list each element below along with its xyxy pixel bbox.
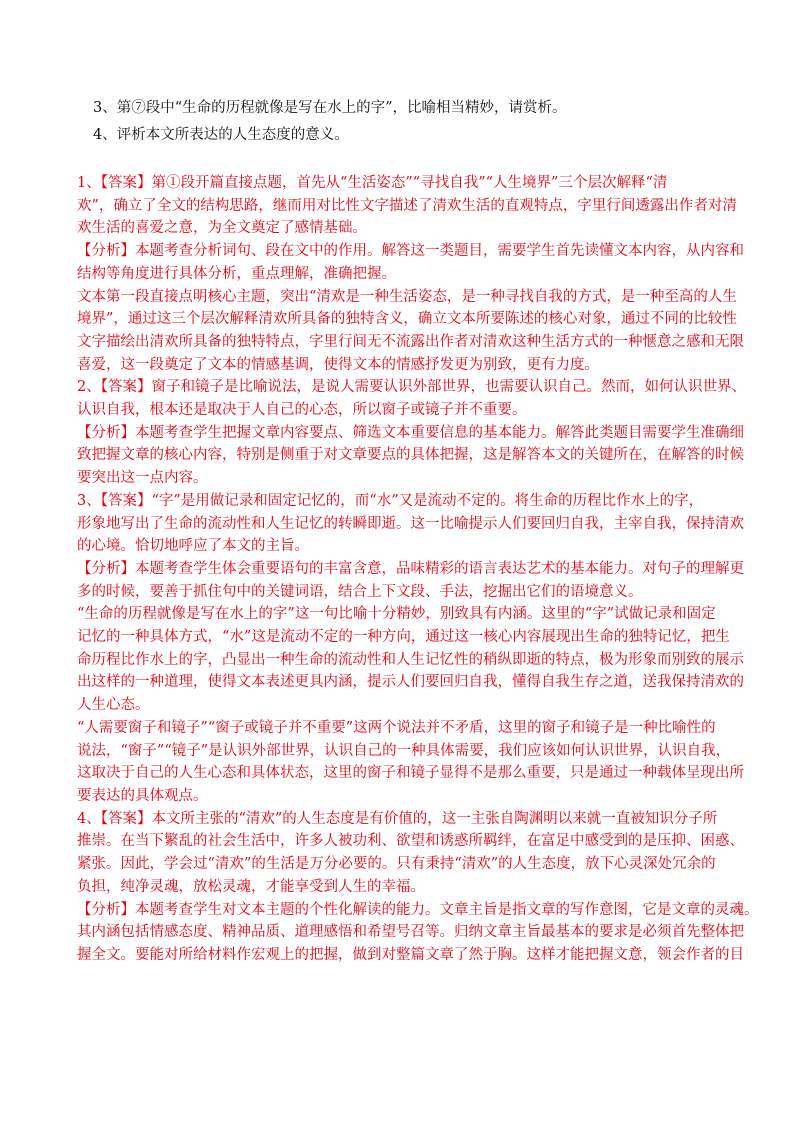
answer-line: 欢”，确立了全文的结构思路，继而用对比性文字描述了清欢生活的直观特点，字里行间透露出作者对清 xyxy=(77,197,737,214)
question-3: 3、第⑦段中“生命的历程就像是写在水上的字”，比喻相当精妙，请赏析。 xyxy=(93,100,567,116)
answer-line: 4、【答案】本文所主张的“清欢”的人生态度是有价值的，这一主张自陶渊明以来就一直被知识分子所 xyxy=(77,810,718,827)
answer-line: 负担，纯净灵魂，放松灵魂，才能享受到人生的幸福。 xyxy=(77,878,425,895)
answer-line: 文本第一段直接点明核心主题，突出“清欢是一种生活姿态，是一种寻找自我的方式，是一种至高的人生 xyxy=(77,288,737,305)
answer-line: 人生心态。 xyxy=(77,697,150,714)
answer-line: 喜爱，这一段奠定了文本的情感基调，使得文本的情感抒发更为别致，更有力度。 xyxy=(77,356,599,373)
answer-line: 握全文。要能对所给材料作宏观上的把握，做到对整篇文章了然于胸。这样才能把握文意，领会作者的目 xyxy=(77,946,744,963)
answer-line: 形象地写出了生命的流动性和人生记忆的转瞬即逝。这一比喻提示人们要回归自我，主宰自我，保持清欢 xyxy=(77,515,744,532)
answer-line: 出这样的一种道理，使得文本表述更具内涵，提示人们要回归自我，懂得自我生存之道，送我保持清欢的 xyxy=(77,674,744,691)
answer-section xyxy=(77,172,759,967)
answer-line: 说法，“窗子”“镜子”是认识外部世界，认识自己的一种具体需要，我们应该如何认识世界，认识自我， xyxy=(77,742,731,759)
answer-line: 要突出这一点内容。 xyxy=(77,470,208,487)
answer-line: 推崇。在当下繁乱的社会生活中，许多人被功利、欲望和诱惑所羁绊，在富足中感受到的是压抑、困惑、 xyxy=(77,833,744,850)
answer-line: 多的时候，要善于抓住句中的关键词语，结合上下文段、手法，挖掘出它们的语境意义。 xyxy=(77,583,643,600)
answer-line: 【分析】本题考查学生对文本主题的个性化解读的能力。文章主旨是指文章的写作意图，它是文章的灵魂。 xyxy=(77,901,759,918)
answer-line: “人需要窗子和镜子”“窗子或镜子并不重要”这两个说法并不矛盾，这里的窗子和镜子是一种比喻性的 xyxy=(77,719,716,736)
answer-line: 1、【答案】第①段开篇直接点题，首先从“生活姿态”“寻找自我”“人生境界”三个层次解释“清 xyxy=(77,175,668,191)
answer-line: 欢生活的喜爱之意，为全文奠定了感情基础。 xyxy=(77,220,367,237)
answer-line: 紧张。因此，学会过“清欢”的生活是万分必要的。只有秉持“清欢”的人生态度，放下心灵深处冗余的 xyxy=(77,856,716,873)
answer-line: 认识自我，根本还是取决于人自己的心态，所以窗子或镜子并不重要。 xyxy=(77,402,527,419)
answer-line: 【分析】本题考查学生体会重要语句的丰富含意，品味精彩的语言表达艺术的基本能力。对句子的理解更 xyxy=(77,560,744,577)
answer-line: 要表达的具体观点。 xyxy=(77,787,208,804)
answer-line: 【分析】本题考查学生把握文章内容要点、筛选文本重要信息的基本能力。解答此类题目需要学生准确细 xyxy=(77,424,744,441)
answer-line: 文字描绘出清欢所具备的独特特点，字里行间无不流露出作者对清欢这种生活方式的一种惬意之感和无限 xyxy=(77,333,744,350)
answer-line: 境界”，通过这三个层次解释清欢所具备的独特含义，确立文本所要陈述的核心对象，通过不同的比较性 xyxy=(77,311,737,328)
answer-line: 【分析】本题考查分析词句、段在文中的作用。解答这一类题目，需要学生首先读懂文本内容，从内容和 xyxy=(77,243,744,260)
answer-line: 2、【答案】窗子和镜子是比喻说法，是说人需要认识外部世界，也需要认识自己。然而，如何认识世界、 xyxy=(77,379,746,396)
answer-line: 其内涵包括情感态度、精神品质、道理感悟和希望号召等。归纳文章主旨最基本的要求是必须首先整体把 xyxy=(77,924,744,941)
answer-line: 3、【答案】“字”是用做记录和固定记忆的，而“水”又是流动不定的。将生命的历程比作水上的字， xyxy=(77,492,704,509)
answer-line: 记忆的一种具体方式，“水”这是流动不定的一种方向，通过这一核心内容展现出生命的独特记忆，把生 xyxy=(77,629,730,646)
answer-line: 结构等角度进行具体分析，重点理解，准确把握。 xyxy=(77,265,396,282)
answer-line: 致把握文章的核心内容，特别是侧重于对文章要点的具体把握，这是解答本文的关键所在，在解答的时候 xyxy=(77,447,744,464)
question-4: 4、评析本文所表达的人生态度的意义。 xyxy=(93,127,349,143)
answer-line: 这取决于自己的人生心态和具体状态，这里的窗子和镜子显得不是那么重要，只是通过一种载体呈现出所 xyxy=(77,765,744,782)
answer-line: 命历程比作水上的字，凸显出一种生命的流动性和人生记忆性的稍纵即逝的特点，极为形象而别致的展示 xyxy=(77,651,744,668)
answer-line: “生命的历程就像是写在水上的字”这一句比喻十分精妙，别致具有内涵。这里的“字”试做记录和固定 xyxy=(77,606,716,623)
answer-line: 的心境。恰切地呼应了本文的主旨。 xyxy=(77,538,309,555)
